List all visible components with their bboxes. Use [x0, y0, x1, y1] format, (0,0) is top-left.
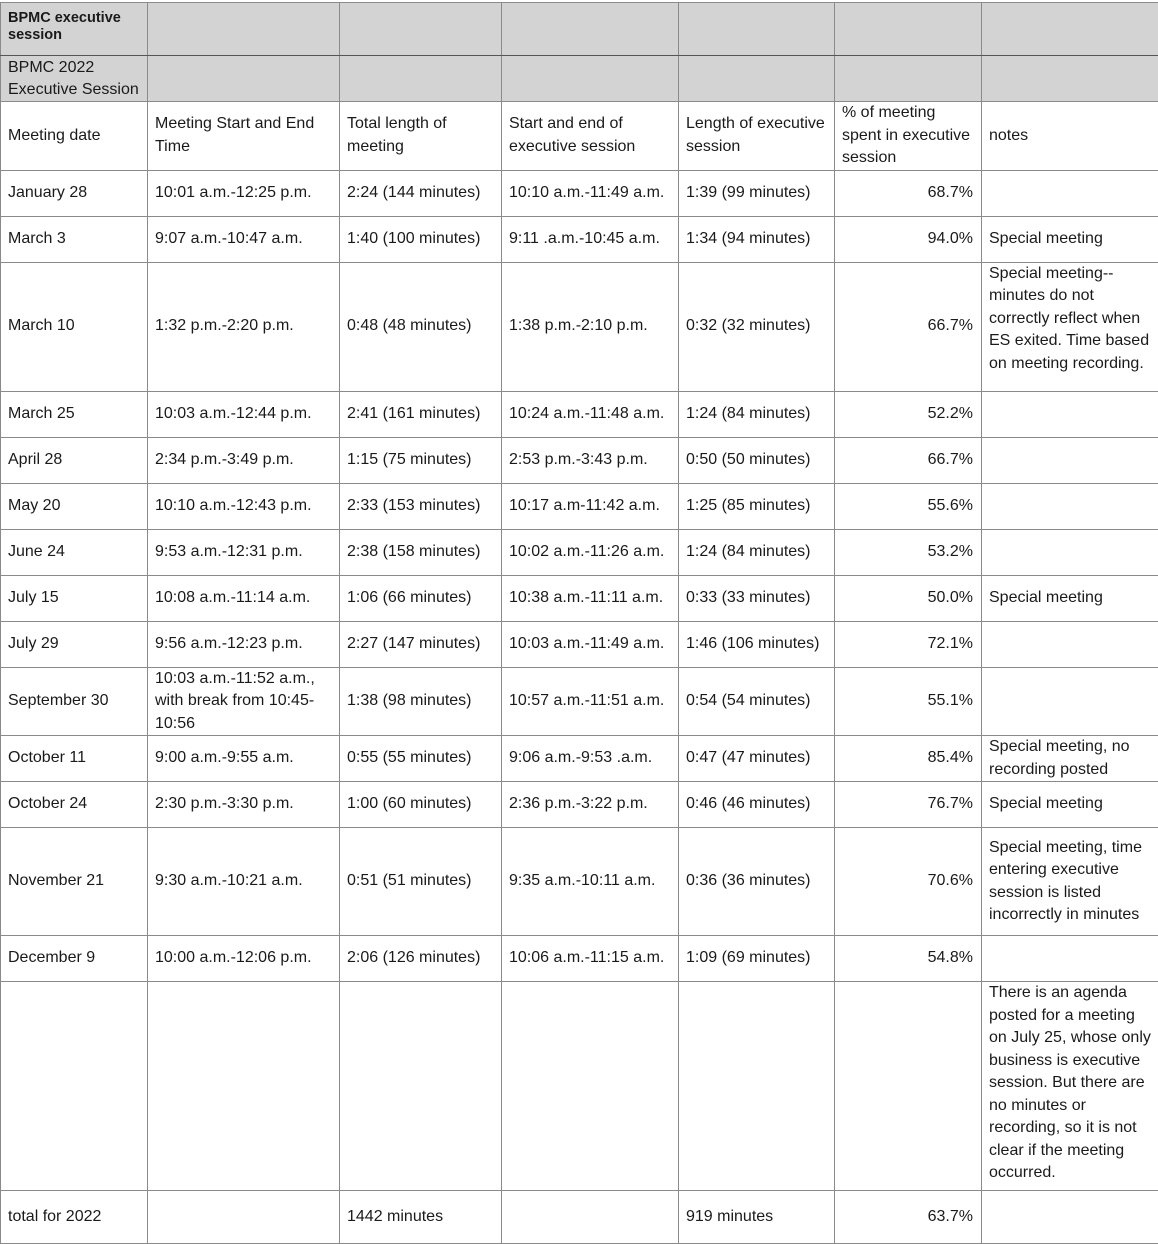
cell-es-percent: 94.0%	[835, 216, 982, 262]
cell-total-length: 2:06 (126 minutes)	[340, 936, 502, 982]
header-es-start-end: Start and end of executive session	[502, 102, 679, 171]
table-row	[1, 936, 1158, 982]
cell-es-start-end	[502, 1191, 679, 1244]
cell-es-start-end: 10:38 a.m.-11:11 a.m.	[502, 575, 679, 621]
table-row	[1, 982, 1158, 1191]
cell-es-percent: 55.1%	[835, 667, 982, 736]
cell-notes: Special meeting, no recording posted	[982, 736, 1158, 782]
cell-meeting-time	[148, 982, 340, 1191]
cell-notes	[982, 391, 1158, 437]
sheet-subtitle: BPMC 2022 Executive Session	[1, 56, 148, 102]
cell-date: July 15	[1, 575, 148, 621]
cell-es-start-end: 10:17 a.m-11:42 a.m.	[502, 483, 679, 529]
cell-date	[1, 982, 148, 1191]
table-row	[1, 262, 1158, 391]
cell-es-length: 1:24 (84 minutes)	[679, 391, 835, 437]
cell-notes: Special meeting	[982, 216, 1158, 262]
cell-total-length: 2:24 (144 minutes)	[340, 170, 502, 216]
subtitle-row	[1, 56, 1158, 102]
cell-total-length: 2:27 (147 minutes)	[340, 621, 502, 667]
cell-date: May 20	[1, 483, 148, 529]
cell-es-length: 1:39 (99 minutes)	[679, 170, 835, 216]
cell-notes	[982, 1191, 1158, 1244]
cell-total-length: 2:41 (161 minutes)	[340, 391, 502, 437]
cell-notes	[982, 170, 1158, 216]
cell-meeting-time: 9:53 a.m.-12:31 p.m.	[148, 529, 340, 575]
cell-date: September 30	[1, 667, 148, 736]
cell-total-length: 1:06 (66 minutes)	[340, 575, 502, 621]
cell-es-length: 1:34 (94 minutes)	[679, 216, 835, 262]
cell-notes: Special meeting--minutes do not correctly reflect when ES exited. Time based on meeting recording.	[982, 262, 1158, 391]
cell-notes	[982, 667, 1158, 736]
cell-es-start-end: 9:06 a.m.-9:53 .a.m.	[502, 736, 679, 782]
cell-es-start-end: 10:06 a.m.-11:15 a.m.	[502, 936, 679, 982]
table-row	[1, 437, 1158, 483]
cell-es-percent: 50.0%	[835, 575, 982, 621]
cell-es-length: 0:33 (33 minutes)	[679, 575, 835, 621]
cell-es-percent: 70.6%	[835, 828, 982, 936]
cell-meeting-time: 10:01 a.m.-12:25 p.m.	[148, 170, 340, 216]
cell-es-percent: 63.7%	[835, 1191, 982, 1244]
table-row	[1, 782, 1158, 828]
header-notes: notes	[982, 102, 1158, 171]
cell-es-length: 0:50 (50 minutes)	[679, 437, 835, 483]
cell-es-start-end: 2:53 p.m.-3:43 p.m.	[502, 437, 679, 483]
table-row	[1, 170, 1158, 216]
cell-meeting-time: 10:00 a.m.-12:06 p.m.	[148, 936, 340, 982]
cell-date: July 29	[1, 621, 148, 667]
cell-total-length	[340, 982, 502, 1191]
table-row	[1, 575, 1158, 621]
cell-meeting-time: 1:32 p.m.-2:20 p.m.	[148, 262, 340, 391]
cell-es-length: 1:25 (85 minutes)	[679, 483, 835, 529]
cell-es-percent: 54.8%	[835, 936, 982, 982]
title-row	[1, 3, 1158, 56]
cell-es-start-end	[502, 982, 679, 1191]
cell-es-length	[679, 982, 835, 1191]
cell-total-length: 2:38 (158 minutes)	[340, 529, 502, 575]
cell-total-length: 1:15 (75 minutes)	[340, 437, 502, 483]
cell-meeting-time: 2:30 p.m.-3:30 p.m.	[148, 782, 340, 828]
cell-es-start-end: 1:38 p.m.-2:10 p.m.	[502, 262, 679, 391]
cell-es-start-end: 10:02 a.m.-11:26 a.m.	[502, 529, 679, 575]
cell-notes: Special meeting	[982, 782, 1158, 828]
cell-es-percent: 66.7%	[835, 437, 982, 483]
header-es-length: Length of executive session	[679, 102, 835, 171]
cell-notes	[982, 936, 1158, 982]
cell-es-percent: 52.2%	[835, 391, 982, 437]
cell-total-length: 1:40 (100 minutes)	[340, 216, 502, 262]
table-row	[1, 828, 1158, 936]
table-row	[1, 529, 1158, 575]
cell-es-percent: 72.1%	[835, 621, 982, 667]
cell-es-start-end: 10:57 a.m.-11:51 a.m.	[502, 667, 679, 736]
cell-total-length: 1:38 (98 minutes)	[340, 667, 502, 736]
cell-meeting-time: 10:08 a.m.-11:14 a.m.	[148, 575, 340, 621]
executive-session-table	[0, 2, 1158, 1244]
cell-total-length: 2:33 (153 minutes)	[340, 483, 502, 529]
header-meeting-date: Meeting date	[1, 102, 148, 171]
cell-meeting-time: 2:34 p.m.-3:49 p.m.	[148, 437, 340, 483]
table-row	[1, 391, 1158, 437]
cell-es-length: 0:36 (36 minutes)	[679, 828, 835, 936]
cell-es-percent: 55.6%	[835, 483, 982, 529]
cell-meeting-time: 9:00 a.m.-9:55 a.m.	[148, 736, 340, 782]
cell-date: January 28	[1, 170, 148, 216]
table-row	[1, 483, 1158, 529]
cell-es-start-end: 9:11 .a.m.-10:45 a.m.	[502, 216, 679, 262]
cell-meeting-time: 10:03 a.m.-11:52 a.m., with break from 10:45-10:56	[148, 667, 340, 736]
cell-notes: There is an agenda posted for a meeting on July 25, whose only business is executive session. But there are no minutes or recording, so it is not clear if the meeting occurred.	[982, 982, 1158, 1191]
sheet-title: BPMC executive session	[1, 3, 148, 56]
cell-total-length: 0:48 (48 minutes)	[340, 262, 502, 391]
cell-meeting-time: 9:56 a.m.-12:23 p.m.	[148, 621, 340, 667]
cell-notes: Special meeting, time entering executive session is listed incorrectly in minutes	[982, 828, 1158, 936]
header-meeting-time: Meeting Start and End Time	[148, 102, 340, 171]
cell-es-length: 1:24 (84 minutes)	[679, 529, 835, 575]
table-row	[1, 1191, 1158, 1244]
cell-notes	[982, 437, 1158, 483]
cell-meeting-time: 10:03 a.m.-12:44 p.m.	[148, 391, 340, 437]
header-total-length: Total length of meeting	[340, 102, 502, 171]
header-row	[1, 102, 1158, 171]
cell-date: June 24	[1, 529, 148, 575]
cell-date: March 10	[1, 262, 148, 391]
cell-es-percent: 53.2%	[835, 529, 982, 575]
cell-date: November 21	[1, 828, 148, 936]
cell-es-percent: 76.7%	[835, 782, 982, 828]
cell-es-length: 0:47 (47 minutes)	[679, 736, 835, 782]
cell-total-length: 0:55 (55 minutes)	[340, 736, 502, 782]
cell-es-length: 0:46 (46 minutes)	[679, 782, 835, 828]
table-row	[1, 216, 1158, 262]
table-row	[1, 621, 1158, 667]
cell-es-length: 1:09 (69 minutes)	[679, 936, 835, 982]
cell-es-start-end: 10:10 a.m.-11:49 a.m.	[502, 170, 679, 216]
cell-es-start-end: 9:35 a.m.-10:11 a.m.	[502, 828, 679, 936]
table-row	[1, 736, 1158, 782]
cell-es-length: 1:46 (106 minutes)	[679, 621, 835, 667]
cell-es-percent: 68.7%	[835, 170, 982, 216]
cell-date: October 24	[1, 782, 148, 828]
cell-total-length: 1:00 (60 minutes)	[340, 782, 502, 828]
cell-date: October 11	[1, 736, 148, 782]
cell-total-length: 0:51 (51 minutes)	[340, 828, 502, 936]
cell-meeting-time: 9:30 a.m.-10:21 a.m.	[148, 828, 340, 936]
cell-date: March 25	[1, 391, 148, 437]
cell-es-percent: 66.7%	[835, 262, 982, 391]
cell-date: December 9	[1, 936, 148, 982]
cell-es-length: 0:32 (32 minutes)	[679, 262, 835, 391]
cell-notes: Special meeting	[982, 575, 1158, 621]
cell-es-start-end: 10:03 a.m.-11:49 a.m.	[502, 621, 679, 667]
cell-notes	[982, 483, 1158, 529]
cell-date: April 28	[1, 437, 148, 483]
cell-date: total for 2022	[1, 1191, 148, 1244]
cell-date: March 3	[1, 216, 148, 262]
cell-notes	[982, 529, 1158, 575]
cell-meeting-time: 10:10 a.m.-12:43 p.m.	[148, 483, 340, 529]
cell-es-start-end: 10:24 a.m.-11:48 a.m.	[502, 391, 679, 437]
cell-es-percent	[835, 982, 982, 1191]
cell-es-length: 0:54 (54 minutes)	[679, 667, 835, 736]
cell-total-length: 1442 minutes	[340, 1191, 502, 1244]
table-row	[1, 667, 1158, 736]
cell-meeting-time	[148, 1191, 340, 1244]
cell-meeting-time: 9:07 a.m.-10:47 a.m.	[148, 216, 340, 262]
cell-es-start-end: 2:36 p.m.-3:22 p.m.	[502, 782, 679, 828]
cell-notes	[982, 621, 1158, 667]
cell-es-length: 919 minutes	[679, 1191, 835, 1244]
cell-es-percent: 85.4%	[835, 736, 982, 782]
header-es-percent: % of meeting spent in executive session	[835, 102, 982, 171]
